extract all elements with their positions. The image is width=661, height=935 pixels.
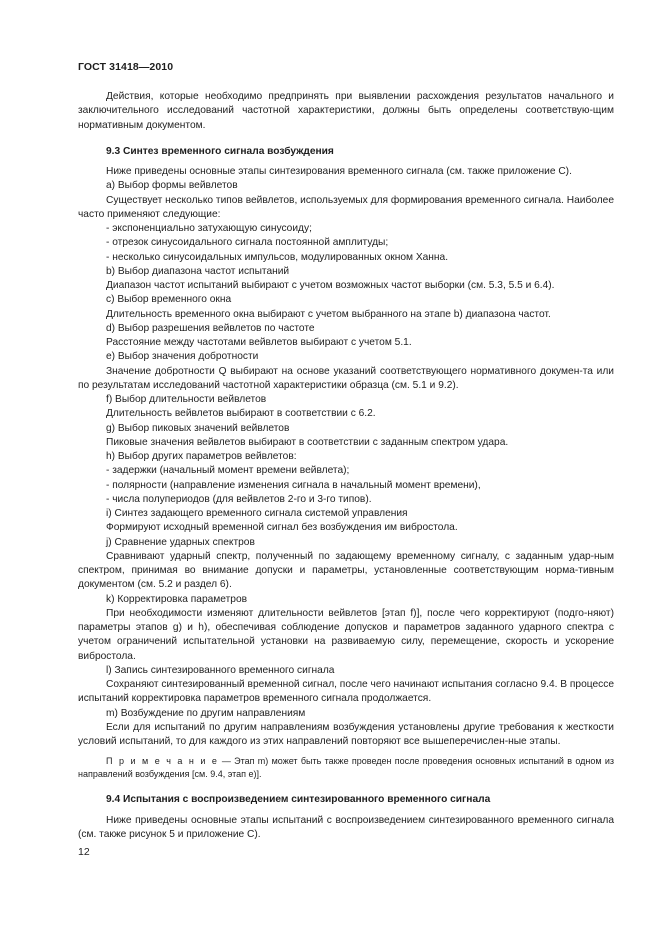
note-paragraph xyxy=(78,755,614,781)
list-item: b) Выбор диапазона частот испытаний xyxy=(106,265,290,277)
list-item: d) Выбор разрешения вейвлетов по частоте xyxy=(106,322,315,334)
list-item: c) Выбор временного окна xyxy=(106,294,232,306)
list-item: g) Выбор пиковых значений вейвлетов xyxy=(106,422,290,434)
standard-header: ГОСТ 31418—2010 xyxy=(78,61,174,73)
list-item: f) Выбор длительности вейвлетов xyxy=(106,394,267,405)
list-item: Формируют исходный временной сигнал без возбуждения им вибростола. xyxy=(106,522,458,534)
list-item: - задержки (начальный момент времени вейвлета); xyxy=(106,465,350,477)
list-item: a) Выбор формы вейвлетов xyxy=(106,180,238,192)
section-9-3-heading: 9.3 Синтез временного сигнала возбуждения xyxy=(106,145,334,157)
list-item: Сравнивают ударный спектр, полученный по задающему временному сигналу, с заданным удар-ным спектром, принимая во внимание допуски и параметры, установленные соответствующим норма-тивным документом (см. 5.2 и раздел 6). xyxy=(78,550,614,591)
list-item: Сохраняют синтезированный временной сигнал, после чего начинают испытания согласно 9.4. В процессе испытаний корректировка параметров временного сигнала продолжается. xyxy=(78,679,614,705)
intro-paragraph: Действия, которые необходимо предпринять при выявлении расхождения результатов начального и заключительного исследований частотной характеристики, должны быть определены соответствую-щим нормативным документом. xyxy=(78,91,614,131)
list-item: Ниже приведены основные этапы синтезирования временного сигнала (см. также приложение С). xyxy=(106,166,572,177)
list-item: Существует несколько типов вейвлетов, используемых для формирования временного сигнала. Наиболее часто применяют следующие: xyxy=(78,194,614,220)
list-item: i) Синтез задающего временного сигнала системой управления xyxy=(106,508,408,519)
list-item: k) Корректировка параметров xyxy=(106,593,248,605)
note-text: — Этап m) может быть также проведен после проведения основных испытаний в одном из направлений возбуждения [см. 9.4, этап e)]. xyxy=(78,756,615,780)
list-item: e) Выбор значения добротности xyxy=(106,351,259,363)
list-item: При необходимости изменяют длительности вейвлетов [этап f)], после чего корректируют (подго-няют) параметры этапов g) и h), обеспечивая соблюдение допусков и параметров заданного ударного спектра с учетом ограничений испытательной установки на развиваемую силу, перемещение, скорость и ускорение вибростола. xyxy=(78,607,614,662)
page-number: 12 xyxy=(78,846,90,858)
list-item: Длительность временного окна выбирают с учетом выбранного на этапе b) диапазона частот. xyxy=(106,308,551,320)
list-item: - несколько синусоидальных импульсов, модулированных окном Ханна. xyxy=(106,251,449,263)
list-item: - отрезок синусоидального сигнала постоянной амплитуды; xyxy=(106,237,389,249)
list-item: - экспоненциально затухающую синусоиду; xyxy=(106,223,312,234)
list-item: l) Запись синтезированного временного сигнала xyxy=(106,664,335,676)
section-9-4-paragraph: Ниже приведены основные этапы испытаний с воспроизведением синтезированного временного сигнала (см. также рисунок 5 и приложение С). xyxy=(78,814,614,840)
list-item: j) Сравнение ударных спектров xyxy=(106,536,255,548)
list-item: m) Возбуждение по другим направлениям xyxy=(106,707,306,719)
list-item: Расстояние между частотами вейвлетов выбирают с учетом 5.1. xyxy=(106,337,412,348)
list-item: Пиковые значения вейвлетов выбирают в соответствии с заданным спектром удара. xyxy=(106,436,509,448)
note-label: П р и м е ч а н и е xyxy=(106,756,219,767)
page-body xyxy=(78,90,614,842)
list-item: Значение добротности Q выбирают на основе указаний соответствующего нормативного докумен-та или по результатам исследований частотной характеристики образца (см. 5.1 и 9.2). xyxy=(78,365,614,391)
list-item: - числа полупериодов (для вейвлетов 2-го и 3-го типов). xyxy=(106,493,372,505)
list-item: Длительность вейвлетов выбирают в соответствии с 6.2. xyxy=(106,408,376,420)
list-item: h) Выбор других параметров вейвлетов: xyxy=(106,451,297,462)
list-item: Если для испытаний по другим направлениям возбуждения установлены другие требования к жесткости условий испытаний, то для каждого из этих направлений повторяют все вышеперечислен-ные этапы. xyxy=(78,721,614,747)
list-item: - полярности (направление изменения сигнала в начальный момент времени), xyxy=(106,479,481,491)
section-9-4-heading: 9.4 Испытания с воспроизведением синтезированного временного сигнала xyxy=(106,794,491,806)
list-item: Диапазон частот испытаний выбирают с учетом возможных частот выборки (см. 5.3, 5.5 и 6.4). xyxy=(106,280,555,291)
